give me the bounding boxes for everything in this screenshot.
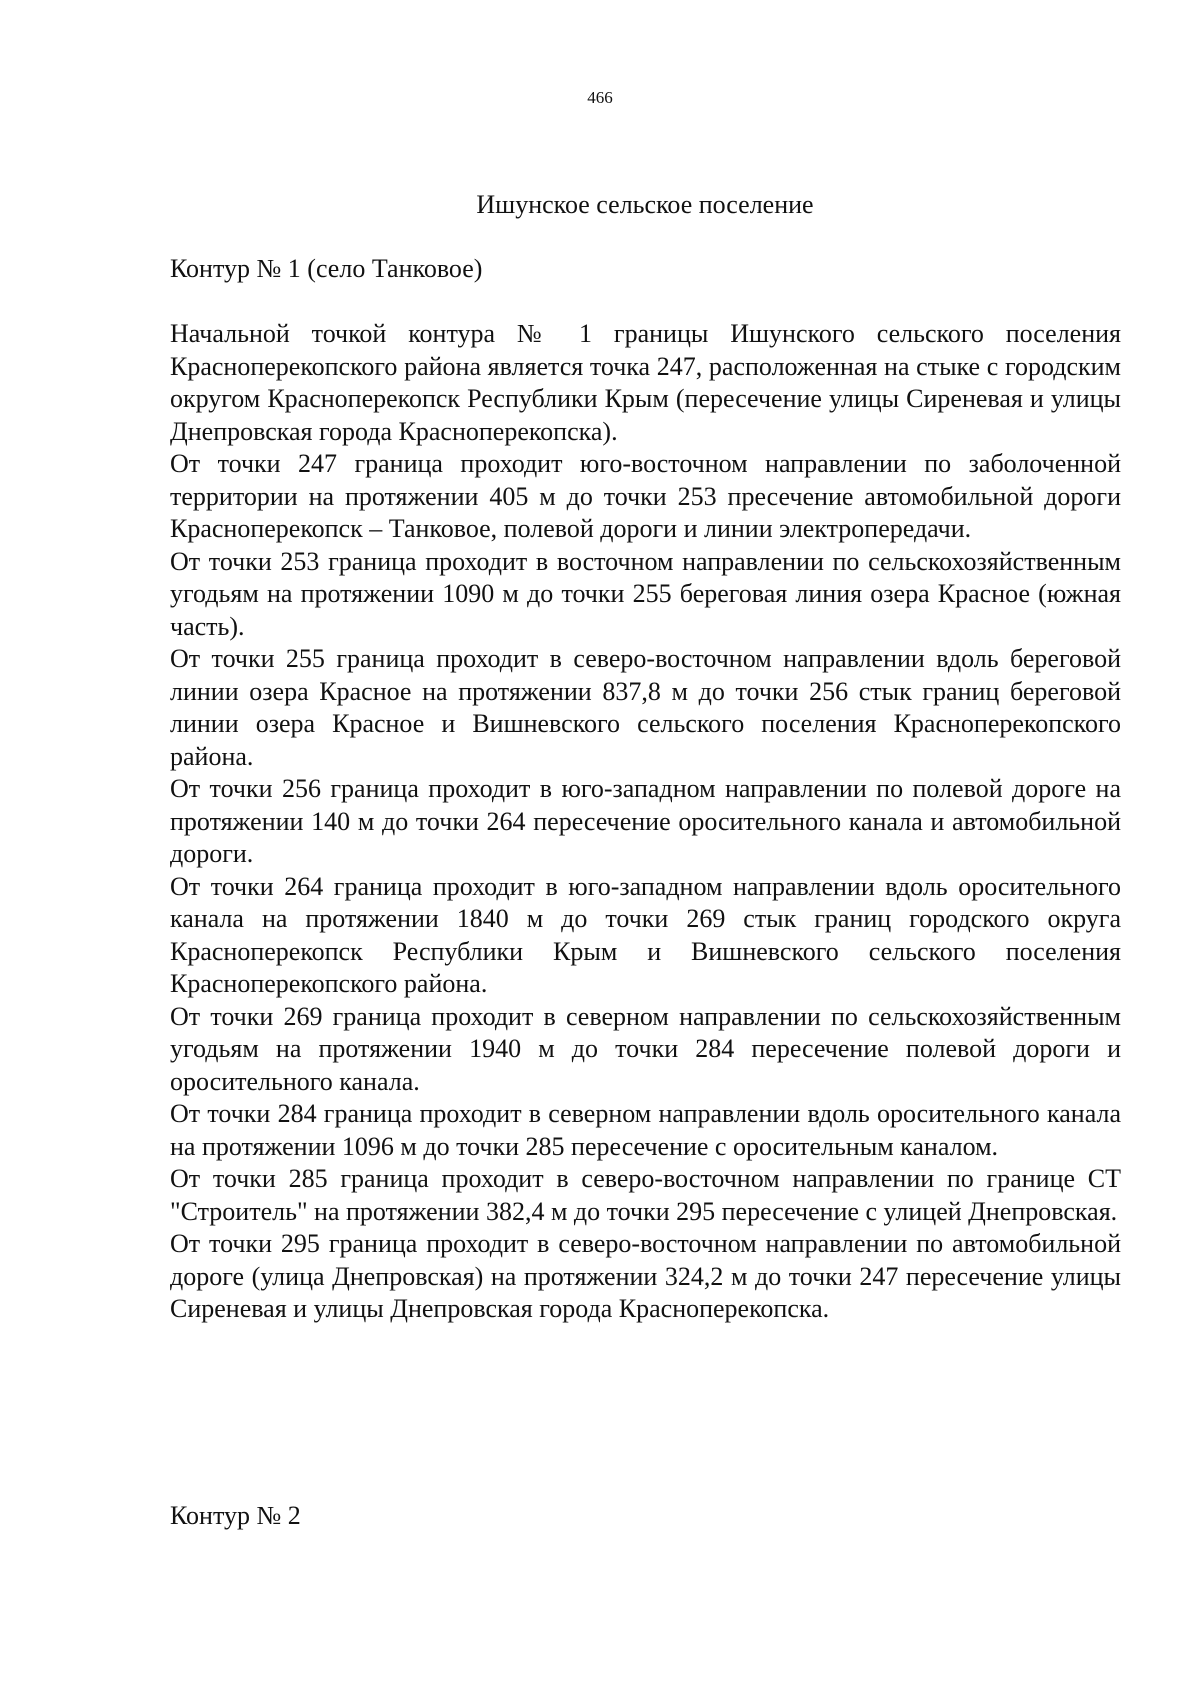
document-title: Ишунское сельское поселение [476,190,814,219]
paragraph: От точки 295 граница проходит в северо-восточном направлении по автомобильной дороге (улица Днепровская) на протяжении 324,2 м до точки 247 пересечение улицы Сиреневая и улицы Днепровская города Красноперекопска. [170,1229,1121,1323]
paragraph: От точки 256 граница проходит в юго-западном направлении по полевой дороге на протяжении 140 м до точки 264 пересечение оросительного канала и автомобильной дороги. [170,774,1121,868]
paragraph: От точки 264 граница проходит в юго-западном направлении вдоль оросительного канала на протяжении 1840 м до точки 269 стык границ городского округа Красноперекопск Республики Крым и Вишневского сельского поселения Красноперекопского района. [170,871,1121,998]
paragraph: От точки 253 граница проходит в восточном направлении по сельскохозяйственным угодьям на протяжении 1090 м до точки 255 береговая линия озера Красное (южная часть). [170,546,1121,641]
contour-2-heading: Контур № 2 [170,1501,301,1530]
paragraph: От точки 255 граница проходит в северо-восточном направлении вдоль береговой линии озера Красное на протяжении 837,8 м до точки 256 стык границ береговой линии озера Красное и Вишневского сельского поселения Красноперекопского района. [170,644,1121,771]
page-number: 466 [587,88,613,107]
paragraph: Начальной точкой контура № 1 границы Ишунского сельского поселения Красноперекопского района является точка 247, расположенная на стыке с городским округом Красноперекопск Республики Крым (пересечение улицы Сиреневая и улицы Днепровская города Красноперекопска). [170,319,1121,446]
contour-1-heading: Контур № 1 (село Танковое) [170,254,483,283]
paragraph: От точки 247 граница проходит юго-восточном направлении по заболоченной территории на протяжении 405 м до точки 253 пресечение автомобильной дороги Красноперекопск – Танковое, полевой дороги и линии электропередачи. [170,449,1121,543]
paragraph: От точки 285 граница проходит в северо-восточном направлении по границе СТ "Строитель" на протяжении 382,4 м до точки 295 пересечение с улицей Днепровская. [170,1164,1121,1226]
contour-1-description [170,318,1121,1326]
paragraph: От точки 269 граница проходит в северном направлении по сельскохозяйственным угодьям на протяжении 1940 м до точки 284 пересечение полевой дороги и оросительного канала. [170,1001,1121,1096]
paragraph: От точки 284 граница проходит в северном направлении вдоль оросительного канала на протяжении 1096 м до точки 285 пересечение с оросительным каналом. [170,1099,1121,1161]
